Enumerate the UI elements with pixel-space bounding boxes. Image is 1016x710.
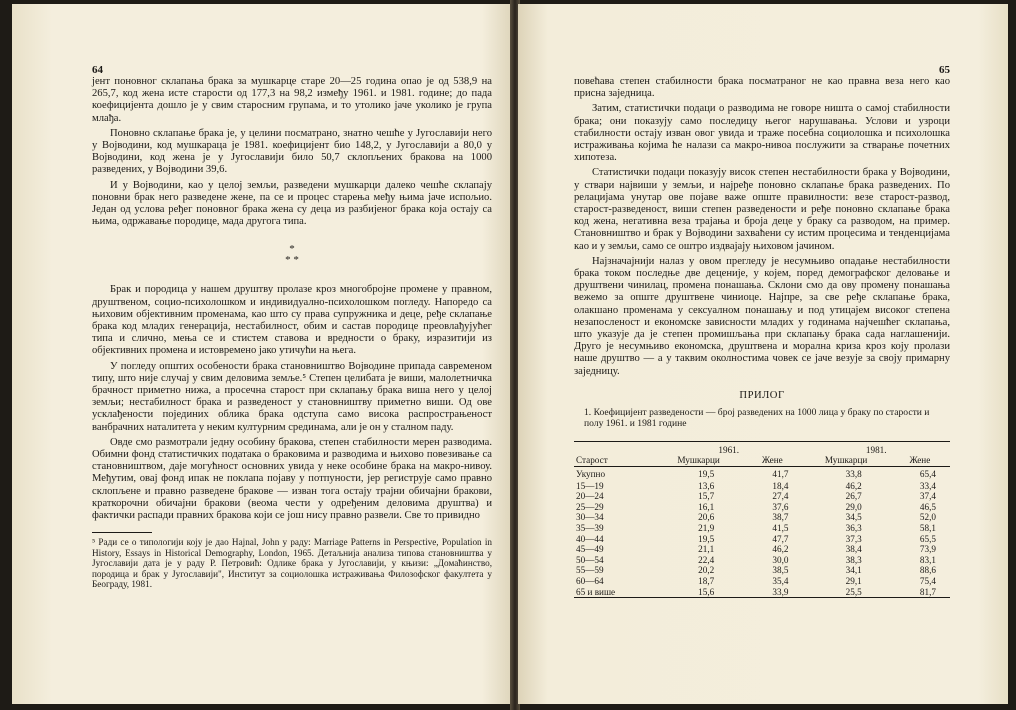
paragraph: И у Војводини, као у целој земљи, разведени мушкарци далеко чешће склапају поновни брак него разведене жене, па се и процес старења међу њима јаче испољио. Један од услова ређег поновног брака жена су деца из разбијеног брака која остају са њима, одржавање породице, мада другога типа. — [92, 179, 492, 228]
value-cell: 29,0 — [845, 501, 862, 512]
age-cell: 25—29 — [576, 501, 604, 512]
table-row — [574, 481, 950, 492]
value-cell: 34,5 — [845, 512, 862, 523]
paragraph: Статистички подаци показују висок степен нестабилности брака у Војводини, у ствари највиши у земљи, и најређе поновно склапање брака разведених. По релацијама унутар ове појаве важе опште правилности: везе старост-развод, старост-разведеност, виши степен разведености и ређе поновно склапање брака код жена, негативна веза трајања и броја деце у браку са разводом, на пример. Становништво и брак у Војводини захваћени су истим процесима и тенденцијама као и у земљи, само се оштро издвајају њиховом јачином. — [574, 167, 950, 252]
table-row — [574, 555, 950, 566]
age-cell: 30—34 — [576, 512, 604, 523]
value-cell: 38,7 — [772, 512, 789, 523]
value-cell: 41,5 — [772, 522, 789, 533]
value-cell: 18,7 — [698, 575, 715, 586]
column-header-age: Старост — [574, 455, 655, 466]
value-cell: 37,3 — [845, 533, 862, 544]
year-header: 1981. — [802, 441, 950, 455]
value-cell: 25,5 — [802, 587, 889, 598]
separator-stars: * * — [285, 254, 299, 267]
page-number: 65 — [939, 64, 950, 76]
table-body — [574, 467, 950, 598]
value-cell: 38,4 — [845, 544, 862, 555]
value-cell: 36,3 — [845, 522, 862, 533]
age-cell: 35—39 — [576, 522, 604, 533]
table-row — [574, 467, 950, 481]
value-cell: 15,6 — [655, 587, 742, 598]
footnote: ⁵ Ради се о типологији коју је дао Hajnal, John у раду: Marriage Patterns in Perspective, Population in History, Essays in Historical Demography, London, 1965. Детаљнија анализа типова становништва у Југославији дата је у раду Р. Петровић: Одлике брака у Југославији, у књизи: „Домаћинство, породица и брак у Југославији", Институт за социолошка истраживања Филозофског факултета у Београду, 1981. — [92, 537, 492, 589]
paragraph: У погледу општих особености брака становништво Војводине припада савременом типу, што није случај у свим деловима земље.⁵ Степен целибата је виши, малолетничка брачност приметно нижа, а просечна старост при склапању брака виша него у целој земљи; нестабилност брака и разведеност у становништву приметно виши. Од ове усклађености појединих облика брака одступа само висока распрострањеност ванбрачних наталитета у неким културним срединама, али је он у сталном паду. — [92, 360, 492, 433]
value-cell: 33,8 — [845, 468, 862, 479]
column-header-men: Мушкарци — [655, 455, 742, 466]
value-cell: 35,4 — [772, 575, 789, 586]
value-cell: 16,1 — [698, 501, 715, 512]
age-cell: 15—19 — [576, 480, 604, 491]
value-cell: 33,4 — [919, 480, 936, 491]
table-row — [574, 565, 950, 576]
age-cell: 55—59 — [576, 565, 604, 576]
value-cell: 30,0 — [772, 554, 789, 565]
value-cell: 65,4 — [919, 468, 936, 479]
paragraph: Овде смо размотрали једну особину бракова, степен стабилности мерен разводима. Обимни фонд статистичких података о браковима и разводима и њихово повезивање са становништвом, даје могућност основних увида у неке особине брака на макро-нивоу. Међутим, овај фонд ипак не поклапа појаву у потпуности, јер региструје само правно склопљене и правно разведене бракове — изван тога остају трајни обичајни бракови, краткорочни обичајни бракови (веома чести у одређеним деловима друштва) и фактички распади правних бракова који се још нису правно развели. Све то привидно — [92, 436, 492, 522]
value-cell: 34,1 — [845, 565, 862, 576]
paragraph: Затим, статистички подаци о разводима не говоре ништа о самој стабилности брака; они показују само последицу његог нарушавања. Услови и узроци стабилности остају изван овог увида и траже посебна социолошка и психолошка истраживања којима ће налази са макро-нивоа послужити за стварање почетних хипотеза. — [574, 103, 950, 164]
value-cell: 38,5 — [772, 565, 789, 576]
age-cell: Укупно — [576, 468, 606, 479]
year-header: 1961. — [655, 441, 803, 455]
value-cell: 19,5 — [698, 533, 715, 544]
value-cell: 75,4 — [919, 575, 936, 586]
age-cell: 45—49 — [576, 544, 604, 555]
value-cell: 46,2 — [845, 480, 862, 491]
value-cell: 19,5 — [698, 468, 715, 479]
appendix-heading: ПРИЛОГ — [739, 389, 785, 401]
table-row — [574, 587, 950, 598]
value-cell: 38,3 — [845, 554, 862, 565]
column-header-men: Мушкарци — [802, 455, 889, 466]
value-cell: 15,7 — [698, 491, 715, 502]
column-header-women: Жене — [742, 455, 802, 466]
value-cell: 88,6 — [919, 565, 936, 576]
age-cell: 20—24 — [576, 491, 604, 502]
value-cell: 52,0 — [919, 512, 936, 523]
value-cell: 13,6 — [698, 480, 715, 491]
value-cell: 18,4 — [772, 480, 789, 491]
age-cell: 50—54 — [576, 554, 604, 565]
value-cell: 27,4 — [772, 491, 789, 502]
table-row — [574, 491, 950, 502]
table-row — [574, 512, 950, 523]
age-cell: 40—44 — [576, 533, 604, 544]
value-cell: 65,5 — [919, 533, 936, 544]
table-row — [574, 544, 950, 555]
table-row — [574, 576, 950, 587]
value-cell: 21,9 — [698, 522, 715, 533]
value-cell: 47,7 — [772, 533, 789, 544]
value-cell: 83,1 — [919, 554, 936, 565]
footnote-rule — [92, 532, 152, 533]
paragraph: Поновно склапање брака је, у целини посматрано, знатно чешће у Југославији него у Војводини, код мушкараца је 1981. коефицијент био 148,2, у Југославији а 80,0 у Војводини, код жена је у Југославији било 50,7 склопљених бракова на 1000 разведених, у Војводини 39,6. — [92, 127, 492, 176]
value-cell: 81,7 — [890, 587, 950, 598]
section-separator — [92, 244, 492, 266]
table-row — [574, 534, 950, 545]
value-cell: 29,1 — [845, 575, 862, 586]
age-cell: 65 и више — [574, 587, 655, 598]
value-cell: 73,9 — [919, 544, 936, 555]
value-cell: 46,5 — [919, 501, 936, 512]
value-cell: 37,4 — [919, 491, 936, 502]
value-cell: 37,6 — [772, 501, 789, 512]
paragraph: Брак и породица у нашем друштву пролазе кроз многобројне промене у правном, друштвеном, социо-психолошком и индивидуално-психолошком погледу. Напоредо са њиховим објективним променама, као што су права супружника и деце, ређе склапање брака код младих генерација, нестабилност, обим и састав породице преовлађујућег типа и слично, мења се и стистем ставова и вредности о браку, изразитији из објективних промена и истовремено јако утичући на њега. — [92, 284, 492, 357]
paragraph: повећава степен стабилности брака посматраног не као правна веза него као присна заједница. — [574, 76, 950, 100]
value-cell: 33,9 — [742, 587, 802, 598]
body-text — [574, 76, 950, 378]
body-text — [92, 76, 492, 522]
data-table — [574, 441, 950, 598]
value-cell: 26,7 — [845, 491, 862, 502]
table-caption: 1. Коефицијент разведености — број разведених на 1000 лица у браку по старости и полу 1961. и 1981 године — [584, 406, 930, 429]
value-cell: 46,2 — [772, 544, 789, 555]
value-cell: 20,2 — [698, 565, 715, 576]
paragraph: јент поновног склапања брака за мушкарце старе 20—25 година опао је од 538,9 на 265,7, код жена исте старости од 177,3 на 98,2 између 1961. и 1981. године; до пада коефицијента дошло је у свим старосним групама, и то утолико јаче уколико је група млађа. — [92, 76, 492, 124]
paragraph: Најзначајнији налаз у овом прегледу је несумњиво опадање нестабилности брака током последње две деценије, у којем, поред демографског деловање и друштвени чинилац, промена понашања. Склони смо да ову промену понашања вежемо за опште друштвене чиниоце. Најпре, за све ређе склапање брака, олакшано променама у сексуалном понашању и под утицајем високог степена незапосленост и економске зависности младих у годинама најчешћег склапања, што указује да је степен промишљања при склапању брака сада наглашенији. Друго је несумњиво економска, друштвена и морална криза кроз коју пролази наше друштво — а у таквим околностима човек се јаче везује за своју примарну заједницу. — [574, 255, 950, 377]
value-cell: 21,1 — [698, 544, 715, 555]
table-row — [574, 523, 950, 534]
separator-star: * — [289, 243, 295, 256]
age-cell: 60—64 — [576, 575, 604, 586]
right-page — [518, 4, 1008, 704]
page-number: 64 — [92, 64, 103, 76]
table-row — [574, 502, 950, 513]
value-cell: 20,6 — [698, 512, 715, 523]
column-header-women: Жене — [890, 455, 950, 466]
value-cell: 22,4 — [698, 554, 715, 565]
value-cell: 58,1 — [919, 522, 936, 533]
left-page — [12, 4, 512, 704]
value-cell: 41,7 — [772, 468, 789, 479]
